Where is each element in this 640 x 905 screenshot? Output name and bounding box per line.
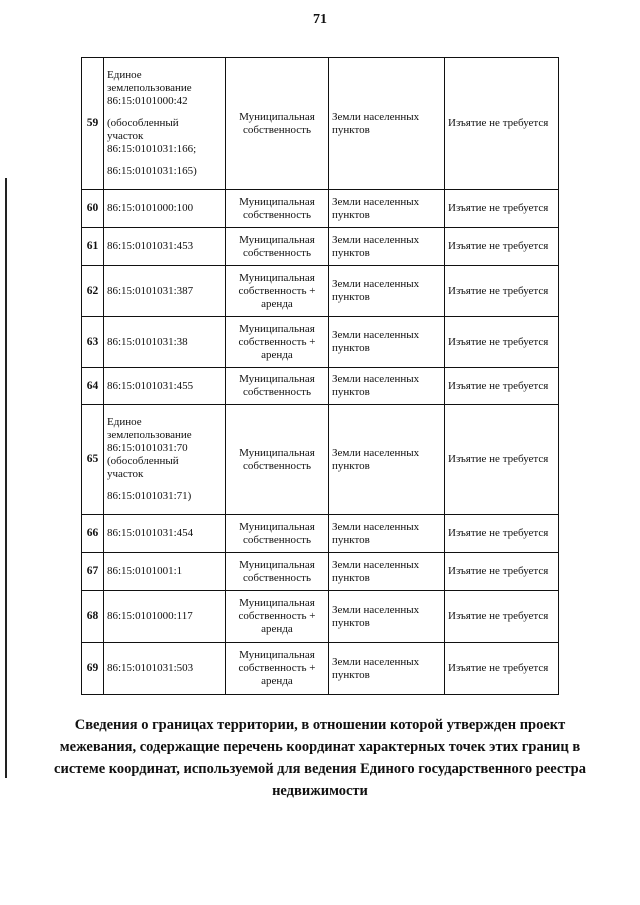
land-category: Земли населенных пунктов [329, 553, 445, 591]
ownership-form: Муниципальная собственность [226, 553, 329, 591]
row-number: 62 [82, 266, 104, 317]
seizure-note: Изъятие не требуется [445, 515, 559, 553]
cadastral-number: 86:15:0101031:453 [104, 228, 226, 266]
ownership-form: Муниципальная собственность + аренда [226, 266, 329, 317]
row-number: 67 [82, 553, 104, 591]
row-number: 64 [82, 368, 104, 405]
page-number: 71 [313, 12, 327, 27]
table-row [82, 553, 559, 591]
land-category: Земли населенных пунктов [329, 405, 445, 515]
seizure-note: Изъятие не требуется [445, 266, 559, 317]
ownership-form: Муниципальная собственность + аренда [226, 317, 329, 368]
table-row [82, 643, 559, 695]
seizure-note: Изъятие не требуется [445, 190, 559, 228]
seizure-note: Изъятие не требуется [445, 405, 559, 515]
row-number: 66 [82, 515, 104, 553]
section-caption: Сведения о границах территории, в отношении которой утвержден проект межевания, содержащие перечень координат характерных точек этих границ в системе координат, используемой для ведения Единого государственного реестра недвижимости [54, 717, 586, 799]
cadastral-number: 86:15:0101000:117 [104, 591, 226, 643]
table-row [82, 405, 559, 515]
cadastral-number: 86:15:0101031:454 [104, 515, 226, 553]
table-row [82, 266, 559, 317]
cadastral-number: Единое землепользование 86:15:0101000:42 (обособленный участок 86:15:0101031:166; 86:15:0101031:165) [104, 58, 226, 190]
table-row [82, 515, 559, 553]
row-number: 61 [82, 228, 104, 266]
cadastral-number: Единое землепользование 86:15:0101031:70 (обособленный участок 86:15:0101031:71) [104, 405, 226, 515]
cadastral-number: 86:15:0101031:387 [104, 266, 226, 317]
cadastral-number: 86:15:0101031:455 [104, 368, 226, 405]
land-category: Земли населенных пунктов [329, 228, 445, 266]
ownership-form: Муниципальная собственность + аренда [226, 643, 329, 695]
seizure-note: Изъятие не требуется [445, 643, 559, 695]
row-number: 68 [82, 591, 104, 643]
cadastral-number: 86:15:0101000:100 [104, 190, 226, 228]
row-number: 69 [82, 643, 104, 695]
cadastral-number: 86:15:0101031:503 [104, 643, 226, 695]
cadastral-number: 86:15:0101031:38 [104, 317, 226, 368]
land-category: Земли населенных пунктов [329, 515, 445, 553]
table-row [82, 228, 559, 266]
land-category: Земли населенных пунктов [329, 368, 445, 405]
ownership-form: Муниципальная собственность + аренда [226, 591, 329, 643]
land-category: Земли населенных пунктов [329, 317, 445, 368]
ownership-form: Муниципальная собственность [226, 190, 329, 228]
row-number: 60 [82, 190, 104, 228]
ownership-form: Муниципальная собственность [226, 368, 329, 405]
table-row [82, 368, 559, 405]
table-row [82, 58, 559, 190]
row-number: 63 [82, 317, 104, 368]
seizure-note: Изъятие не требуется [445, 228, 559, 266]
cadastral-number: 86:15:0101001:1 [104, 553, 226, 591]
row-number: 65 [82, 405, 104, 515]
table-row [82, 591, 559, 643]
table-row [82, 190, 559, 228]
ownership-form: Муниципальная собственность [226, 515, 329, 553]
seizure-note: Изъятие не требуется [445, 317, 559, 368]
seizure-note: Изъятие не требуется [445, 591, 559, 643]
seizure-note: Изъятие не требуется [445, 553, 559, 591]
land-category: Земли населенных пунктов [329, 591, 445, 643]
land-category: Земли населенных пунктов [329, 643, 445, 695]
land-category: Земли населенных пунктов [329, 58, 445, 190]
ownership-form: Муниципальная собственность [226, 228, 329, 266]
land-plots-table [81, 57, 559, 695]
row-number: 59 [82, 58, 104, 190]
land-category: Земли населенных пунктов [329, 266, 445, 317]
ownership-form: Муниципальная собственность [226, 58, 329, 190]
seizure-note: Изъятие не требуется [445, 368, 559, 405]
seizure-note: Изъятие не требуется [445, 58, 559, 190]
ownership-form: Муниципальная собственность [226, 405, 329, 515]
table-row [82, 317, 559, 368]
land-category: Земли населенных пунктов [329, 190, 445, 228]
margin-line [5, 178, 7, 778]
